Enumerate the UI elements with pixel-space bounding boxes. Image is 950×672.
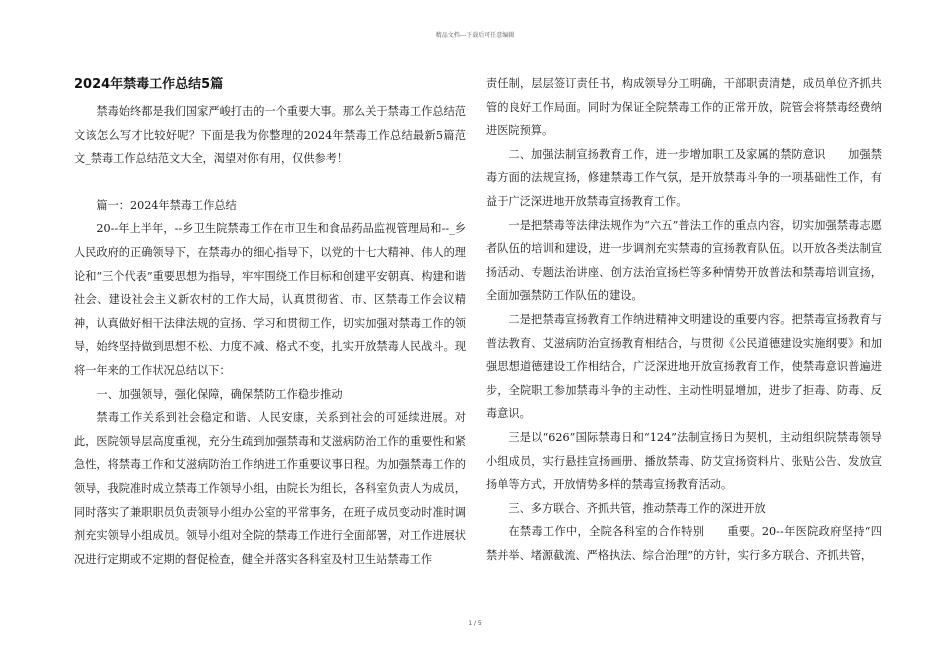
body-paragraph-continued: 责任制，层层签订责任书，构成领导分工明确，干部职责清楚，成员单位齐抓共管的良好工作局面。同时为保证全院禁毒工作的正常开放，院管会将禁毒经费纳进医院预算。 (486, 77, 882, 138)
section-heading: 一、加强领导，强化保障，确保禁防工作稳步推动 (96, 387, 343, 401)
intro-paragraph: 禁毒始终都是我们国家严峻打击的一个重要大事。那么关于禁毒工作总结范文该怎么写才比较好呢？下面是我为你整理的2024年禁毒工作总结最新5篇范文_禁毒工作总结范文大全，渴望对你有用，仅供参考！ (74, 105, 466, 166)
page-number: 1 / 5 (468, 620, 482, 627)
body-paragraph: 在禁毒工作中，全院各科室的合作特别 重要。20--年医院政府坚持“四禁并举、堵源截流、严格执法、综合治理”的方针，实行多方联合、齐抓共管， (486, 525, 882, 562)
document-title: 2024年禁毒工作总结5篇 (74, 77, 224, 92)
page-header: 精品文档---下载后可任意编辑 (435, 32, 515, 39)
body-paragraph: 三是以“626”国际禁毒日和“124”法制宣扬日为契机，主动组织院禁毒领导小组成员，实行悬挂宣扬画册、播放禁毒、防艾宣扬资料片、张贴公告、发放宣扬单等方式，开放情势多样的禁毒宣扬教育活动。 (486, 430, 882, 492)
body-paragraph: 20--年上半年，--乡卫生院禁毒工作在市卫生和食品药品监视管理局和--_乡人民政府的正确领导下，在禁毒办的细心指导下，以党的十七大精神、伟人的理论和“三个代表”重要思想为指导，牢牢围绕工作目标和创建平安朝真、构建和谐社会、建设社会主义新农村的工作大局，认真贯彻省、市、区禁毒工作会议精神，认真做好相干法律法规的宣扬、学习和贯彻工作，切实加强对禁毒工作的领导，始终坚持做到思想不松、力度不减、格式不变，扎实开放禁毒人民战斗。现将一年来的工作状况总结以下： (74, 222, 466, 377)
right-column (486, 72, 882, 567)
left-column (74, 72, 466, 571)
body-paragraph: 二是把禁毒宣扬教育工作纳进精神文明建设的重要内容。把禁毒宣扬教育与普法教育、艾滋病防治宣扬教育相结合，与贯彻《公民道德建设实施纲要》和加强思想道德建设工作相结合，广泛深进地开放宣扬教育工作，使禁毒意识普遍进步，全院职工参加禁毒斗争的主动性、主动性明显增加，进步了拒毒、防毒、反毒意识。 (486, 312, 882, 421)
body-paragraph: 禁毒工作关系到社会稳定和谐、人民安康，关系到社会的可延续进展。对此，医院领导层高度重视，充分生疏到加强禁毒和艾滋病防治工作的重要性和紧急性，将禁毒工作和艾滋病防治工作纳进工作重要议事日程。为加强禁毒工作的领导，我院准时成立禁毒工作领导小组，由院长为组长，各科室负责人为成员，同时落实了兼职职员负责领导小组办公室的平常事务，在班子成员变动时准时调剂充实领导小组成员。领导小组对全院的禁毒工作进行全面部署，对工作进展状况进行定期或不定期的督促检查，健全并落实各科室及村卫生站禁毒工作 (74, 411, 466, 566)
section-heading: 二、加强法制宣扬教育工作，进一步增加职工及家属的禁防意识 加强禁毒方面的法规宣扬，修建禁毒工作气氛，是开放禁毒斗争的一项基础性工作，有益于广泛深进地开放禁毒宣扬教育工作。 (486, 147, 882, 208)
section-heading-part-one: 篇一：2024年禁毒工作总结 (96, 198, 237, 212)
section-heading: 三、多方联合、齐抓共管，推动禁毒工作的深进开放 (508, 501, 766, 515)
body-paragraph: 一是把禁毒等法律法规作为“六五”普法工作的重点内容，切实加强禁毒志愿者队伍的培训和建设，进一步调剂充实禁毒的宣扬教育队伍。以开放各类法制宣扬活动、专题法治讲座、创方法治宣扬栏等多种情势开放普法和禁毒培训宣扬，全面加强禁防工作队伍的建设。 (486, 218, 882, 303)
